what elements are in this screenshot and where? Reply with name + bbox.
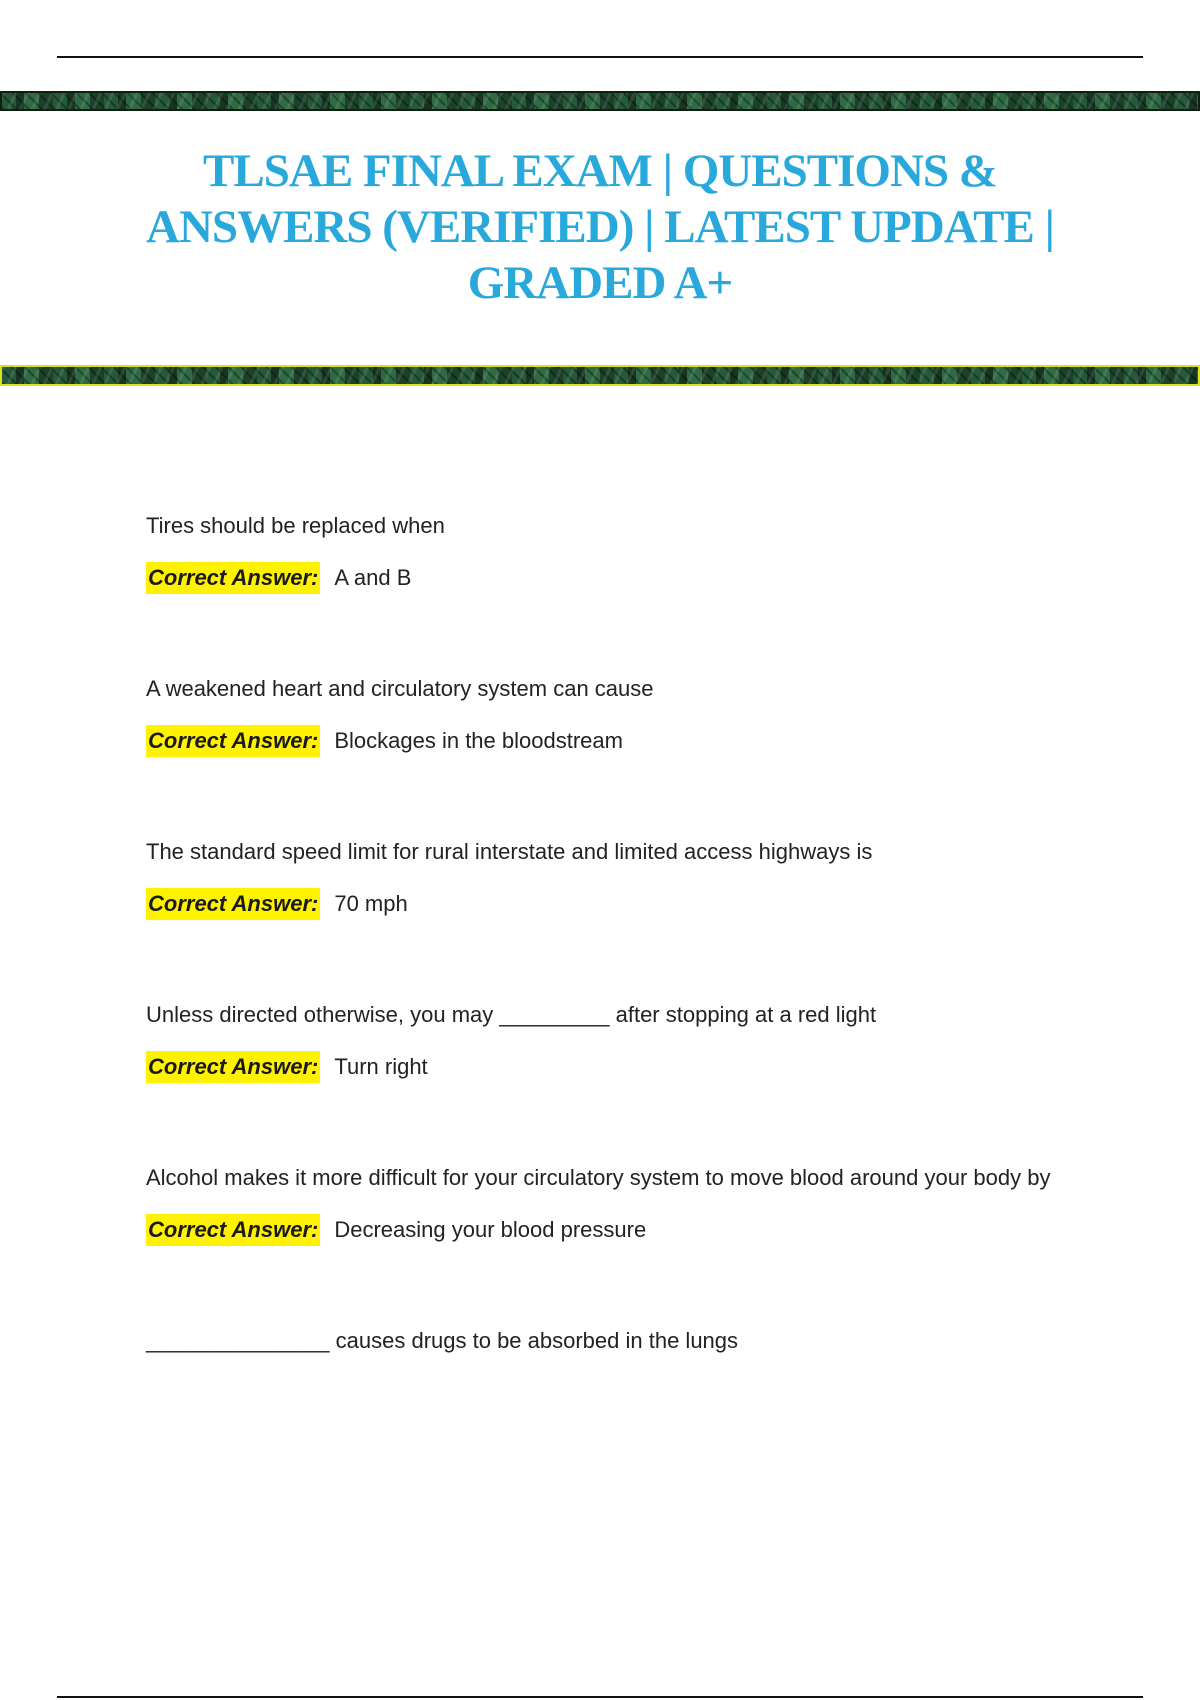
qa-item — [146, 661, 1086, 757]
answer-line — [146, 888, 1086, 920]
correct-answer-label: Correct Answer: — [146, 888, 320, 920]
answer-line — [146, 1214, 1086, 1246]
answer-line — [146, 1051, 1086, 1083]
question-text: A weakened heart and circulatory system can cause — [146, 676, 654, 701]
answer-line — [146, 725, 1086, 757]
question-text: The standard speed limit for rural interstate and limited access highways is — [146, 839, 873, 864]
correct-answer-label: Correct Answer: — [146, 562, 320, 594]
answer-text: A and B — [334, 565, 412, 590]
footer-rule — [57, 1696, 1143, 1698]
qa-item — [146, 1150, 1086, 1246]
answer-line — [146, 562, 1086, 594]
answer-text: Blockages in the bloodstream — [334, 728, 623, 753]
qa-item — [146, 987, 1086, 1083]
qa-item — [146, 498, 1086, 594]
qa-item — [146, 824, 1086, 920]
answer-text: Decreasing your blood pressure — [334, 1217, 647, 1242]
qa-item — [146, 1313, 1086, 1369]
decorative-band-bottom — [0, 365, 1200, 386]
question-text: Tires should be replaced when — [146, 513, 445, 538]
answer-text: Turn right — [334, 1054, 428, 1079]
qa-list — [146, 498, 1086, 1436]
question-text: Unless directed otherwise, you may _________ after stopping at a red light — [146, 1002, 877, 1027]
answer-text: 70 mph — [334, 891, 408, 916]
correct-answer-label: Correct Answer: — [146, 1051, 320, 1083]
header-rule — [57, 56, 1143, 58]
correct-answer-label: Correct Answer: — [146, 725, 320, 757]
question-text: Alcohol makes it more difficult for your circulatory system to move blood around your body by — [146, 1165, 1051, 1190]
document-title: TLSAE FINAL EXAM | QUESTIONS & ANSWERS (VERIFIED) | LATEST UPDATE | GRADED A+ — [146, 145, 1054, 309]
question-text: _______________ causes drugs to be absorbed in the lungs — [146, 1328, 739, 1353]
correct-answer-label: Correct Answer: — [146, 1214, 320, 1246]
decorative-band-top — [0, 91, 1200, 111]
